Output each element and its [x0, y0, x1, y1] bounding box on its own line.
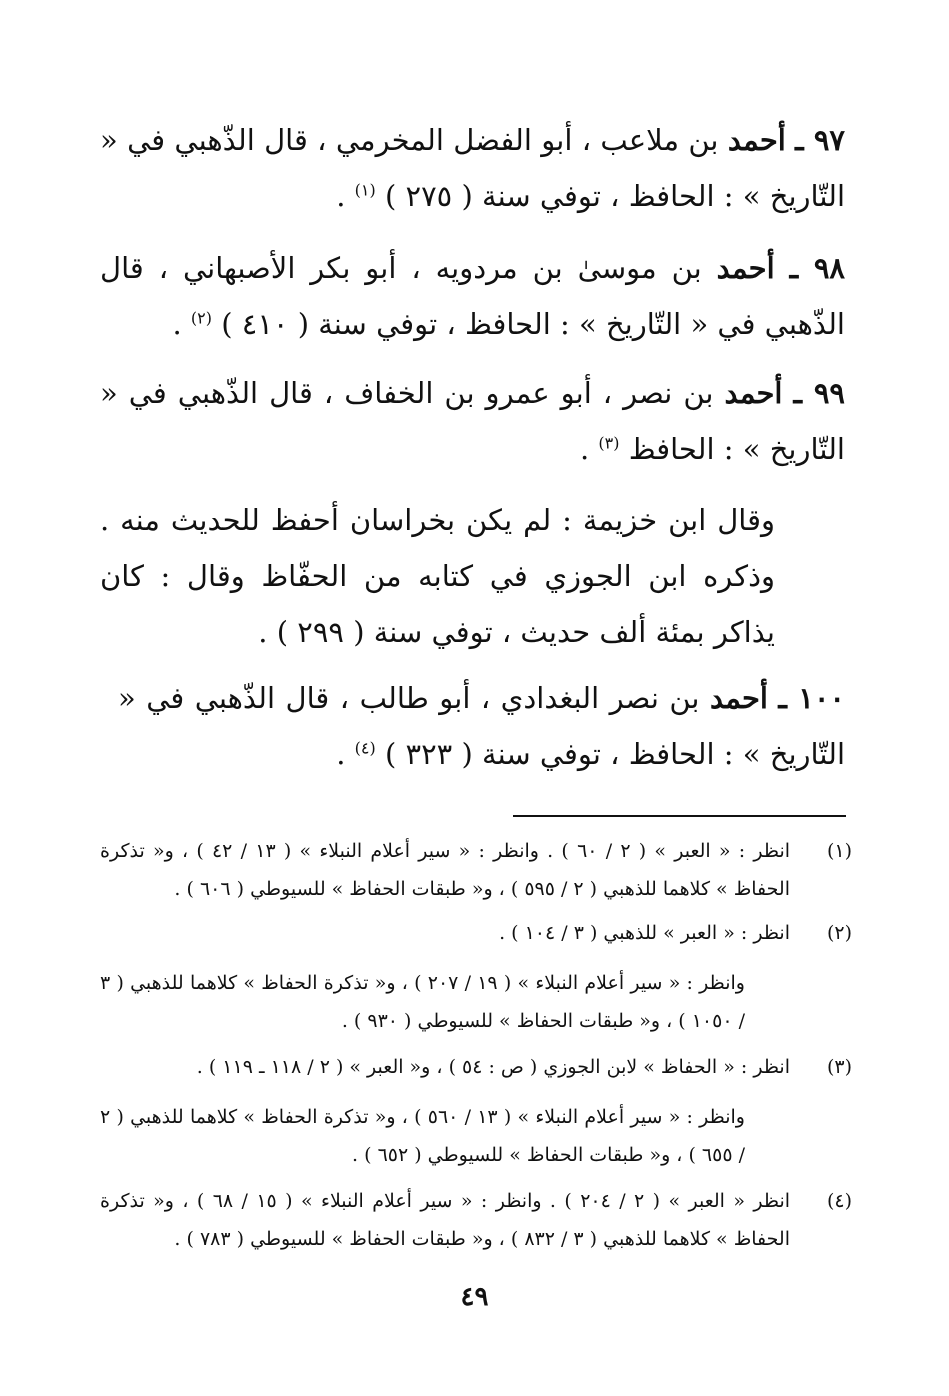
entry-name: أحمد [709, 681, 768, 715]
entry-name: أحمد [727, 123, 786, 157]
entry-end: . [336, 179, 346, 213]
footnote-3-cont: وانظر : « سير أعلام النبلاء » ( ١٣ / ٥٦٠ ) ، و« تذكرة الحفاظ » كلاهما للذهبي ( ٢ / ٦٥٥ ) ، و« طبقات الحفاظ » للسيوطي ( ٦٥٢ ) . [100, 1106, 745, 1166]
entry-end: . [336, 737, 346, 771]
entry-text: بن ملاعب ، أبو الفضل المخرمي ، قال الذّهبي في « التّاريخ » : الحافظ ، توفي سنة ( ٢٧٥ ) [100, 123, 845, 213]
entry-text: بن موسىٰ بن مردويه ، أبو بكر الأصبهاني ، قال الذّهبي في « التّاريخ » : الحافظ ، توفي سنة ( ٤١٠ ) [100, 251, 845, 341]
entry-end: . [172, 307, 182, 341]
body-paragraph: وقال ابن خزيمة : لم يكن بخراسان أحفظ للحديث منه . وذكره ابن الجوزي في كتابه من الحفّاظ وقال : كان يذاكر بمئة ألف حديث ، توفي سنة ( ٢٩٩ ) . [100, 503, 775, 649]
footnote-mark: (٣) [826, 1056, 852, 1078]
entry-number: ٩٧ ـ [795, 123, 845, 157]
entry-end: . [579, 432, 590, 466]
footnote-2-cont: وانظر : « سير أعلام النبلاء » ( ١٩ / ٢٠٧ ) ، و« تذكرة الحفاظ » كلاهما للذهبي ( ٣ / ١٠٥٠ ) ، و« طبقات الحفاظ » للسيوطي ( ٩٣٠ ) . [100, 972, 745, 1032]
entry-name: أحمد [724, 376, 783, 410]
entry-name: أحمد [716, 251, 775, 285]
entry-text: بن نصر ، أبو عمرو بن الخفاف ، قال الذّهبي في « التّاريخ » : الحافظ [100, 376, 845, 466]
footnote-ref: (٤) [354, 738, 376, 758]
entry-number: ١٠٠ ـ [778, 681, 845, 715]
entry-number: ٩٨ ـ [789, 251, 846, 285]
entry-100 [118, 670, 845, 782]
entry-text: بن نصر البغدادي ، أبو طالب ، قال الذّهبي في « التّاريخ » : الحافظ ، توفي سنة ( ٣٢٣ ) [118, 681, 845, 771]
footnote-mark: (١) [826, 840, 852, 862]
footnote-mark: (٢) [826, 922, 852, 944]
page-number: ٤٩ [460, 1282, 489, 1312]
entry-99 [100, 365, 845, 477]
entry-98 [100, 240, 845, 352]
footnote-1: انظر : « العبر » ( ٢ / ٦٠ ) . وانظر : « سير أعلام النبلاء » ( ١٣ / ٤٢ ) ، و« تذكرة الحفاظ » كلاهما للذهبي ( ٢ / ٥٩٥ ) ، و« طبقات الحفاظ » للسيوطي ( ٦٠٦ ) . [100, 840, 791, 900]
entry-number: ٩٩ ـ [793, 376, 845, 410]
footnote-ref: (٢) [190, 308, 212, 328]
footnote-ref: (١) [354, 180, 376, 200]
footnote-mark: (٤) [826, 1190, 852, 1212]
footnote-4: انظر « العبر » ( ٢ / ٢٠٤ ) . وانظر : « سير أعلام النبلاء » ( ١٥ / ٦٨ ) ، و« تذكرة الحفاظ » كلاهما للذهبي ( ٣ / ٨٣٢ ) ، و« طبقات الحفاظ » للسيوطي ( ٧٨٣ ) . [100, 1190, 791, 1250]
footnote-separator [513, 815, 846, 817]
footnote-2: انظر : « العبر » للذهبي ( ٣ / ١٠٤ ) . [499, 922, 790, 944]
footnote-3: انظر : « الحفاظ » لابن الجوزي ( ص : ٥٤ ) ، و« العبر » ( ٢ / ١١٨ ـ ١١٩ ) . [196, 1056, 790, 1078]
entry-97 [100, 112, 845, 224]
footnote-ref: (٣) [598, 433, 620, 453]
